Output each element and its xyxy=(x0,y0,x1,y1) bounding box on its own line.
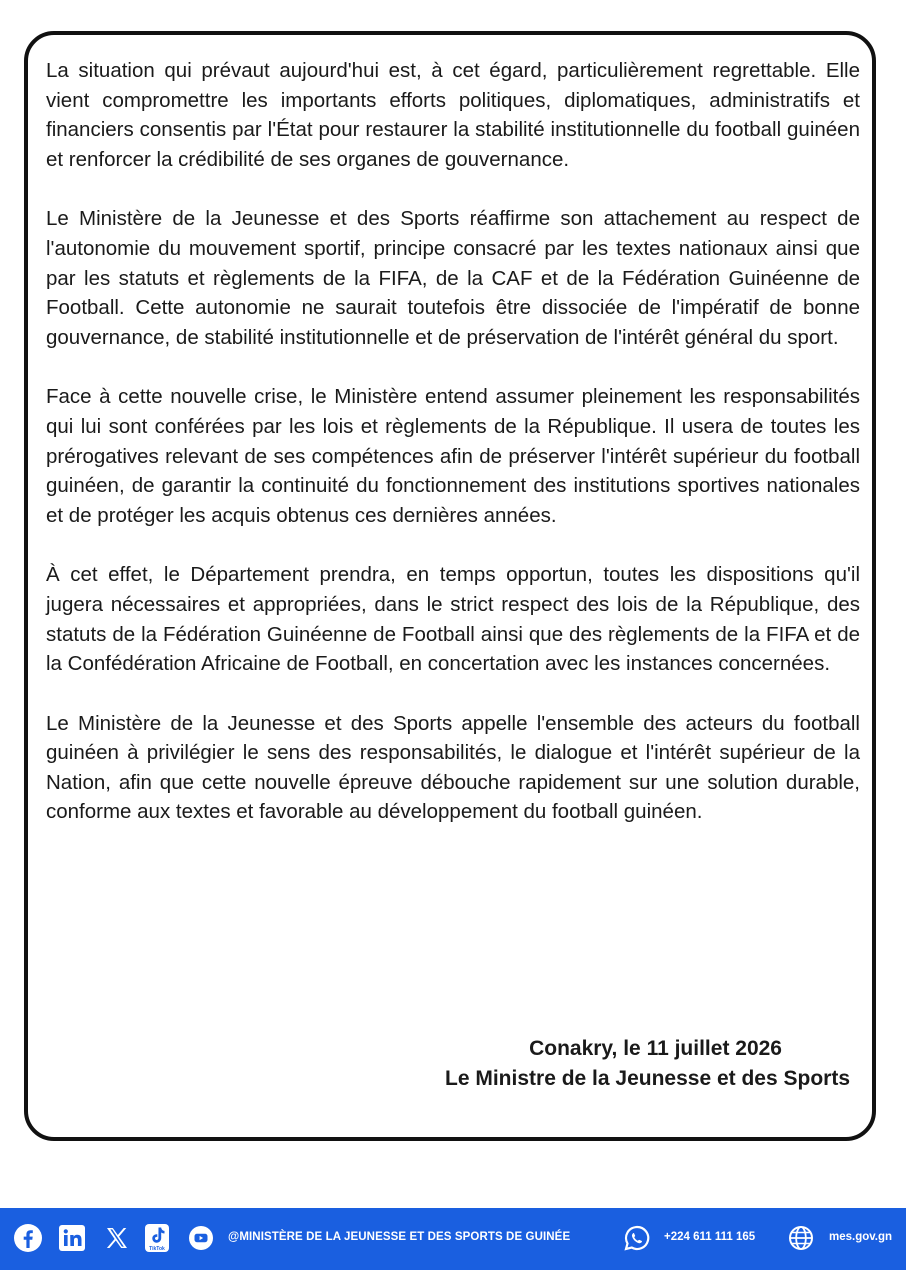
x-icon[interactable] xyxy=(102,1222,132,1254)
tiktok-label: TikTok xyxy=(149,1246,165,1252)
whatsapp-icon[interactable] xyxy=(622,1222,652,1254)
globe-icon[interactable] xyxy=(786,1222,816,1254)
paragraph-5: Le Ministère de la Jeunesse et des Sports appelle l'ensemble des acteurs du football guinéen à privilégier le sens des responsabilités, le dialogue et l'intérêt supérieur de la Nation, afin que cette nouvelle épreuve débouche rapidement sur une solution durable, conforme aux textes et favorable au développement du football guinéen. xyxy=(46,711,860,824)
footer-bar xyxy=(0,1208,906,1270)
facebook-icon[interactable] xyxy=(12,1222,44,1254)
social-handle: @MINISTÈRE DE LA JEUNESSE ET DES SPORTS DE GUINÉE xyxy=(228,1231,571,1243)
tiktok-icon[interactable] xyxy=(143,1222,171,1254)
website-link[interactable]: mes.gov.gn xyxy=(829,1231,893,1243)
signature-block xyxy=(445,1034,850,1094)
paragraph-1: La situation qui prévaut aujourd'hui est, à cet égard, particulièrement regrettable. Elle vient compromettre les importants efforts politiques, diplomatiques, administratifs et financiers consentis par l'État pour restaurer la stabilité institutionnelle du football guinéen et renforcer la crédibilité de ses organes de gouvernance. xyxy=(46,59,860,171)
paragraph-2: Le Ministère de la Jeunesse et des Sports réaffirme son attachement au respect de l'autonomie du mouvement sportif, principe consacré par les textes nationaux ainsi que par les statuts et règlements de la FIFA, de la CAF et de la Fédération Guinéenne de Football. Cette autonomie ne saurait toutefois être dissociée de l'impératif de bonne gouvernance, de stabilité institutionnelle et de préservation de l'intérêt général du sport. xyxy=(46,207,860,349)
signature-title: Le Ministre de la Jeunesse et des Sports xyxy=(445,1067,850,1090)
phone-number[interactable]: +224 611 111 165 xyxy=(664,1231,756,1243)
paragraph-3: Face à cette nouvelle crise, le Ministère entend assumer pleinement les responsabilités qui lui sont conférées par les lois et règlements de la République. Il usera de toutes les prérogatives relevant de ses compétences afin de préserver l'intérêt supérieur du football guinéen, de garantir la continuité du fonctionnement des institutions sportives nationales et de protéger les acquis obtenus ces dernières années. xyxy=(46,385,860,527)
signature-date: Conakry, le 11 juillet 2026 xyxy=(529,1037,782,1060)
document-body xyxy=(46,56,860,857)
paragraph-4: À cet effet, le Département prendra, en temps opportun, toutes les dispositions qu'il jugera nécessaires et appropriées, dans le strict respect des lois de la République, des statuts de la Fédération Guinéenne de Football ainsi que des règlements de la FIFA et de la Confédération Africaine de Football, en concertation avec les instances concernées. xyxy=(46,563,860,676)
youtube-icon[interactable] xyxy=(187,1222,215,1254)
linkedin-icon[interactable] xyxy=(56,1222,88,1254)
